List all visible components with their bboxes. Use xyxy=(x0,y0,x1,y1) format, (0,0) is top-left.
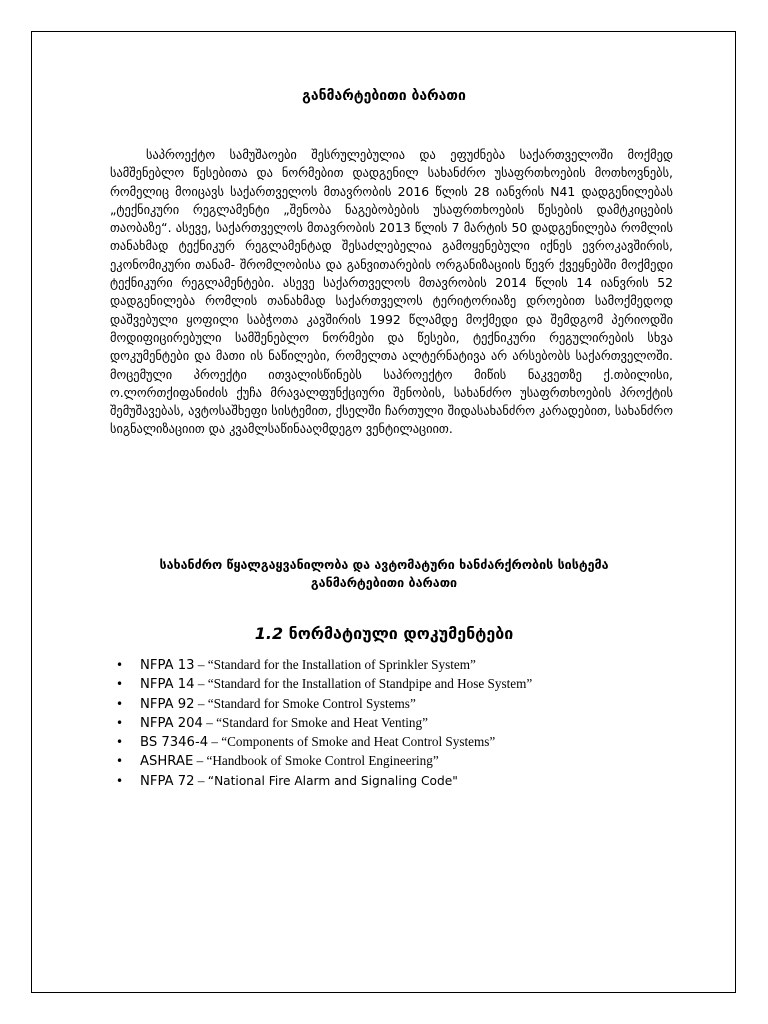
section-heading xyxy=(0,556,768,592)
standard-code: BS 7346-4 xyxy=(140,735,209,751)
subsection-title: ნორმატიული დოკუმენტები xyxy=(288,624,514,643)
document-title: განმარტებითი ბარათი xyxy=(302,88,466,104)
standard-dash: – xyxy=(194,772,208,788)
bullet-icon: • xyxy=(116,658,124,672)
standard-dash: – xyxy=(194,676,208,692)
list-item xyxy=(112,772,672,791)
bullet-icon: • xyxy=(116,735,124,750)
standard-title: “Standard for the Installation of Sprinkler System” xyxy=(207,657,476,672)
standards-list xyxy=(112,656,672,791)
bullet-icon: • xyxy=(116,677,124,692)
section-heading-line-1: სახანძრო წყალგაყვანილობა და ავტომატური ხანძარქრობის სისტემა xyxy=(159,557,609,572)
standard-title: “Components of Smoke and Heat Control Systems” xyxy=(221,734,496,750)
standard-code: ASHRAE xyxy=(140,754,194,770)
body-paragraph: საპროექტო სამუშაოები შესრულებულია და ეფუძნება საქართველოში მოქმედ სამშენებლო წესებითა და ნორმებით დადგენილ სახანძრო უსაფრთხოების მოთხოვნებს, რომელიც მოიცავს საქართველოს მთავრობის 2016 წლის 28 იანვრის N41 დადგენილებას „ტექნიკური რეგლამენტი „შენობა ნაგებობების უსაფრთხოების წესების დამტკიცების თაობაზე“. ასევე, საქართველოს მთავრობის 2013 წლის 7 მარტის 50 დადგენილება რომლის თანახმად ტექნიკურ რეგლამენტად შესაძლებელია გამოყენებული იქნეს ევროკავშირის, ეკონომიკური თანამ- შრომლობისა და განვითარების ორგანიზაციის წევრ ქვეყნებში მოქმედი ტექნიკური რეგლამენტები. ასევე საქართველოს მთავრობის 2014 წლის 14 იანვრის 52 დადგენილება რომლის თანახმად საქართველოს ტერიტორიაზე დროებით სამოქმედოდ დაშვებული ყოფილი საბჭოთა კავშირის 1992 წლამდე მოქმედი და შემდგომ პერიოდში მოდიფიცირებული სამშენებლო ნორმები და წესები, ტექნიკური რეგულირების სხვა დოკუმენტები და მათი ის ნაწილები, რომელთა ალტერნატივა არ არსებობს საქართველოში. მოცემული პროექტი ითვალისწინებს საპროექტო მიწის ნაკვეთზე ქ.თბილისი, ო.ლორთქიფანიძის ქუჩა მრავალფუნქციური შენობის, სახანძრო უსაფრთხოების პროქტის შემუშავებას, ავტოსაშხეფი სისტემით, ქსელში ჩართული შიდასახანძრო კარადებით, სახანძრო სიგნალიზაციით და კვამლსაწინააღმდეგო ვენტილაციით. xyxy=(110,147,673,437)
bullet-icon: • xyxy=(116,696,124,711)
subsection-heading xyxy=(0,624,768,643)
standard-title: “National Fire Alarm and Signaling Code" xyxy=(207,773,458,788)
section-heading-line-2: განმარტებითი ბარათი xyxy=(310,575,458,590)
standard-code: NFPA 92 xyxy=(140,696,195,712)
list-item xyxy=(112,752,672,771)
standard-dash: – xyxy=(208,734,222,750)
standard-dash: – xyxy=(194,695,208,711)
standard-code: NFPA 72 xyxy=(140,773,195,789)
standard-title: “Standard for Smoke Control Systems” xyxy=(207,695,416,711)
standard-dash: – xyxy=(202,714,217,730)
standard-code: NFPA 204 xyxy=(140,715,203,731)
list-item xyxy=(112,714,672,733)
list-item xyxy=(112,675,672,694)
subsection-number: 1.2 xyxy=(254,624,284,643)
bullet-icon: • xyxy=(116,754,124,769)
list-item xyxy=(112,733,672,752)
standard-code: NFPA 13 xyxy=(140,658,195,673)
bullet-icon: • xyxy=(116,773,124,788)
standard-dash: – xyxy=(193,753,207,769)
standard-title: “Handbook of Smoke Control Engineering” xyxy=(206,753,439,769)
standard-dash: – xyxy=(194,657,208,672)
list-item xyxy=(112,695,672,714)
standard-title: “Standard for Smoke and Heat Venting” xyxy=(216,714,428,730)
list-item xyxy=(112,656,672,675)
standard-title: “Standard for the Installation of Standpipe and Hose System” xyxy=(207,676,533,692)
standard-code: NFPA 14 xyxy=(140,677,195,693)
bullet-icon: • xyxy=(116,715,124,730)
